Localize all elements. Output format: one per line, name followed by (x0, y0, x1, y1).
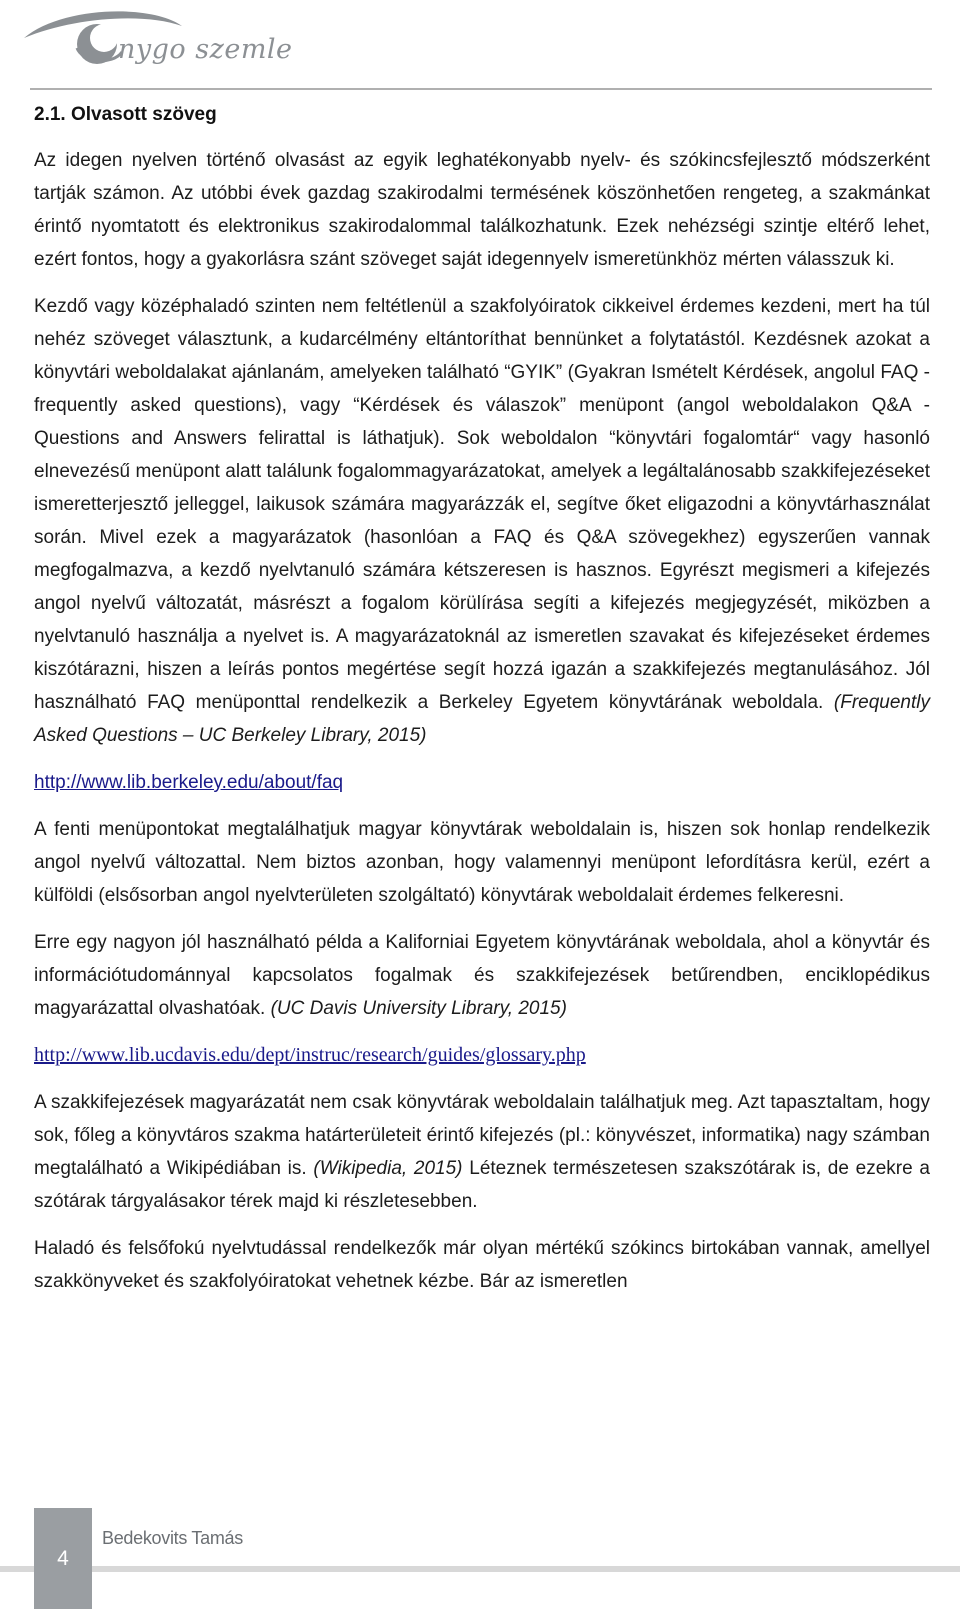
page-footer (0, 1508, 960, 1609)
paragraph-5 (34, 1086, 930, 1218)
paragraph-6: Haladó és felsőfokú nyelvtudással rendelkezők már olyan mértékű szókincs birtokában vannak, amellyel szakkönyveket és szakfolyóiratokat vehetnek kézbe. Bár az ismeretlen (34, 1238, 930, 1292)
citation-berkeley: (Frequently Asked Questions – UC Berkeley Library, 2015) (34, 692, 930, 746)
paragraph-4-text: Erre egy nagyon jól használható példa a Kaliforniai Egyetem könyvtárának weboldala, ahol a könyvtár és információtudománnyal kapcsolatos fogalmak és szakkifejezések betűrendben, enciklopédikus magyarázattal olvashatóak. (34, 932, 930, 1019)
berkeley-faq-link[interactable]: http://www.lib.berkeley.edu/about/faq (34, 772, 344, 793)
citation-ucdavis: (UC Davis University Library, 2015) (270, 998, 567, 1019)
page-number: 4 (34, 1508, 92, 1609)
link-paragraph-1 (34, 766, 930, 799)
paragraph-2-text: Kezdő vagy középhaladó szinten nem feltétlenül a szakfolyóiratok cikkeivel érdemes kezdeni, mert ha túl nehéz szöveget választunk, a kudarcélmény eltántoríthat bennünket a folytatástól. Kezdésnek azokat a könyvtári weboldalakat ajánlanám, amelyeken található “GYIK” (Gyakran Ismételt Kérdések, angolul FAQ - frequently asked questions), vagy “Kérdések és válaszok” menüpont (angol weboldalakon Q&A - Questions and Answers felirattal is láthatjuk). Sok weboldalon “könyvtári fogalomtár“ vagy hasonló elnevezésű menüpont alatt találunk fogalommagyarázatokat, amelyek a legáltalánosabb szakkifejezéseket ismeretterjesztő jelleggel, laikusok számára magyarázzák el, segítve őket eligazodni a könyvtárhasználat során. Mivel ezek a magyarázatok (hasonlóan a FAQ és Q&A szövegekhez) egyszerűen vannak megfogalmazva, a kezdő nyelvtanuló számára kétszeresen is hasznos. Egyrészt megismeri a kifejezés angol nyelvű változatát, másrészt a fogalom körülírása segíti a kifejezés megjegyzését, miközben a nyelvtanuló használja a nyelvet is. A magyarázatoknál az ismeretlen szavakat és kifejezéseket érdemes kiszótárazni, hiszen a leírás pontos megértése segít hozzá igazán a szakkifejezés megtanulásához. Jól használható FAQ menüponttal rendelkezik a Berkeley Egyetem könyvtárának weboldala. (34, 296, 930, 713)
section-title: 2.1. Olvasott szöveg (34, 104, 217, 125)
citation-wikipedia: (Wikipedia, 2015) (313, 1158, 463, 1179)
ucdavis-glossary-link[interactable]: http://www.lib.ucdavis.edu/dept/instruc/research/guides/glossary.php (34, 1044, 586, 1066)
paragraph-2 (34, 290, 930, 752)
link-paragraph-2 (34, 1039, 930, 1072)
paragraph-4 (34, 926, 930, 1025)
paragraph-5-rest: Léteznek természetesen szakszótárak is, de ezekre a szótárak tárgyalásakor térek majd ki részletesebben. (34, 1158, 930, 1212)
article-body (34, 100, 930, 1298)
paragraph-5-text: A szakkifejezések magyarázatát nem csak könyvtárak weboldalain találhatjuk meg. Azt tapasztaltam, hogy sok, főleg a könyvtáros szakma határterületeit érintő kifejezés (pl.: könyvészet, informatika) nagy számban megtalálható a Wikipédiában is. (34, 1092, 930, 1179)
paragraph-1: Az idegen nyelven történő olvasást az egyik leghatékonyabb nyelv- és szókincsfejlesztő módszerként tartják számon. Az utóbbi évek gazdag szakirodalmi termésének köszönhetően rengeteg, a szakmánkat érintő nyomtatott és elektronikus szakirodalommal találkozhatunk. Ezek nehézségi szintje eltérő lehet, ezért fontos, hogy a gyakorlásra szánt szöveget saját idegennyelv ismeretünkhöz mérten válasszuk ki. (34, 150, 930, 270)
header-divider (30, 88, 932, 90)
paragraph-3: A fenti menüpontokat megtalálhatjuk magyar könyvtárak weboldalain is, hiszen sok honlap rendelkezik angol nyelvű változattal. Nem biztos azonban, hogy valamennyi menüpont lefordításra kerül, ezért a külföldi (elsősorban angol nyelvterületen szolgáltató) könyvtárak weboldalait érdemes felkeresni. (34, 819, 930, 906)
logo-text: nygo szemle (118, 34, 293, 65)
author-name: Bedekovits Tamás (102, 1528, 243, 1548)
page-header (0, 0, 960, 95)
footer-bar (0, 1566, 960, 1572)
